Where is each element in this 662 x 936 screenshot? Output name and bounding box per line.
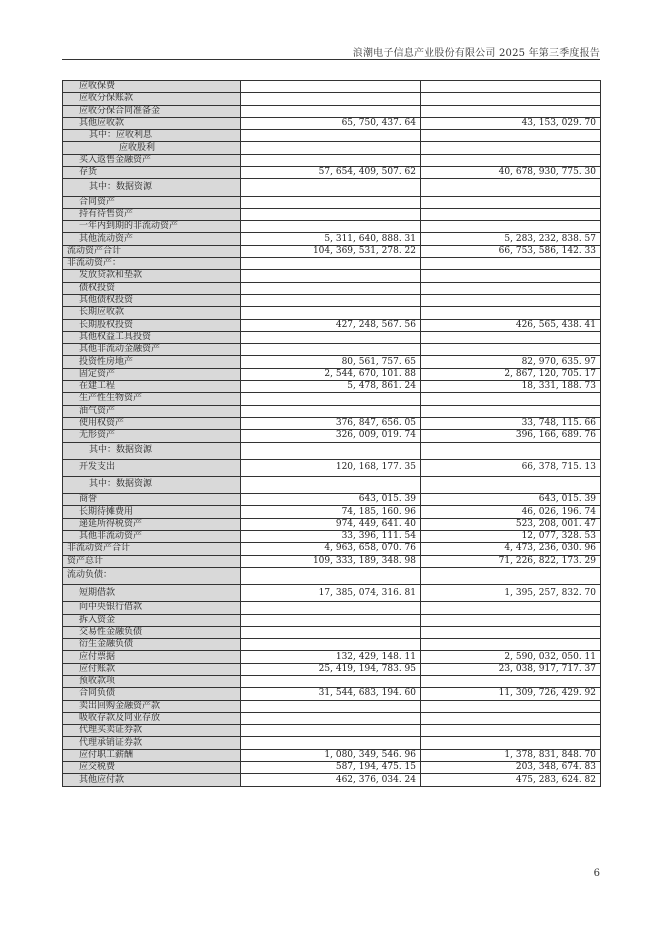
prior-period-value [421, 626, 601, 638]
table-row [63, 506, 601, 518]
current-period-value [241, 725, 421, 737]
prior-period-value: 46, 026, 196. 74 [421, 506, 601, 518]
table-row [63, 639, 601, 651]
table-row [63, 476, 601, 493]
prior-period-value [421, 208, 601, 220]
table-row [63, 221, 601, 233]
row-label: 开发支出 [63, 459, 241, 476]
current-period-value [241, 270, 421, 282]
table-row [63, 93, 601, 105]
prior-period-value [421, 270, 601, 282]
current-period-value [241, 154, 421, 166]
row-label: 递延所得税资产 [63, 518, 241, 530]
table-row [63, 567, 601, 584]
row-label: 油气资产 [63, 405, 241, 417]
current-period-value [241, 442, 421, 459]
table-row [63, 543, 601, 555]
table-row [63, 737, 601, 749]
prior-period-value [421, 737, 601, 749]
row-label: 无形资产 [63, 430, 241, 442]
table-row [63, 258, 601, 270]
row-label: 合同负债 [63, 688, 241, 700]
table-row [63, 307, 601, 319]
row-label: 其中：应收利息 [63, 130, 241, 142]
balance-sheet-table [62, 80, 601, 787]
table-row [63, 518, 601, 530]
table-row [63, 270, 601, 282]
prior-period-value [421, 602, 601, 614]
current-period-value: 587, 194, 475. 15 [241, 762, 421, 774]
header-divider [62, 59, 600, 60]
table-row [63, 614, 601, 626]
row-label: 短期借款 [63, 585, 241, 602]
row-label: 代理买卖证券款 [63, 725, 241, 737]
table-row [63, 154, 601, 166]
row-label: 长期待摊费用 [63, 506, 241, 518]
table-row [63, 233, 601, 245]
prior-period-value: 71, 226, 822, 173. 29 [421, 555, 601, 567]
current-period-value: 33, 396, 111. 54 [241, 530, 421, 542]
row-label: 其他非流动金融资产 [63, 344, 241, 356]
current-period-value [241, 81, 421, 93]
prior-period-value [421, 639, 601, 651]
table-row [63, 663, 601, 675]
row-label: 在建工程 [63, 381, 241, 393]
current-period-value [241, 614, 421, 626]
prior-period-value [421, 676, 601, 688]
table-row [63, 196, 601, 208]
current-period-value: 80, 561, 757. 65 [241, 356, 421, 368]
table-row [63, 725, 601, 737]
current-period-value: 326, 009, 019. 74 [241, 430, 421, 442]
row-label: 应收分保账款 [63, 93, 241, 105]
table-row [63, 368, 601, 380]
prior-period-value: 66, 753, 586, 142. 33 [421, 245, 601, 257]
row-label: 买入返售金融资产 [63, 154, 241, 166]
row-label: 应收股利 [63, 142, 241, 154]
current-period-value [241, 258, 421, 270]
row-label: 流动负债： [63, 567, 241, 584]
row-label: 应收分保合同准备金 [63, 105, 241, 117]
prior-period-value [421, 567, 601, 584]
prior-period-value: 2, 590, 032, 050. 11 [421, 651, 601, 663]
current-period-value: 1, 080, 349, 546. 96 [241, 749, 421, 761]
table-row [63, 105, 601, 117]
row-label: 交易性金融负债 [63, 626, 241, 638]
prior-period-value [421, 331, 601, 343]
prior-period-value [421, 405, 601, 417]
prior-period-value: 82, 970, 635. 97 [421, 356, 601, 368]
prior-period-value [421, 154, 601, 166]
row-label: 其他流动资产 [63, 233, 241, 245]
current-period-value [241, 331, 421, 343]
row-label: 其他权益工具投资 [63, 331, 241, 343]
prior-period-value: 66, 378, 715. 13 [421, 459, 601, 476]
table-row [63, 356, 601, 368]
current-period-value [241, 179, 421, 196]
current-period-value: 120, 168, 177. 35 [241, 459, 421, 476]
table-row [63, 381, 601, 393]
prior-period-value: 426, 565, 438. 41 [421, 319, 601, 331]
prior-period-value [421, 442, 601, 459]
table-row [63, 130, 601, 142]
prior-period-value [421, 258, 601, 270]
table-row [63, 585, 601, 602]
current-period-value [241, 93, 421, 105]
table-row [63, 179, 601, 196]
current-period-value [241, 344, 421, 356]
prior-period-value: 643, 015. 39 [421, 494, 601, 506]
table-row [63, 331, 601, 343]
row-label: 其中：数据资源 [63, 179, 241, 196]
current-period-value: 462, 376, 034. 24 [241, 774, 421, 786]
current-period-value [241, 294, 421, 306]
prior-period-value [421, 282, 601, 294]
prior-period-value [421, 700, 601, 712]
table-row [63, 405, 601, 417]
table-row [63, 530, 601, 542]
table-row [63, 688, 601, 700]
table-row [63, 117, 601, 129]
current-period-value: 427, 248, 567. 56 [241, 319, 421, 331]
row-label: 卖出回购金融资产款 [63, 700, 241, 712]
row-label: 商誉 [63, 494, 241, 506]
row-label: 其中：数据资源 [63, 476, 241, 493]
prior-period-value: 2, 867, 120, 705. 17 [421, 368, 601, 380]
row-label: 非流动资产合计 [63, 543, 241, 555]
row-label: 其他债权投资 [63, 294, 241, 306]
current-period-value: 109, 333, 189, 348. 98 [241, 555, 421, 567]
row-label: 债权投资 [63, 282, 241, 294]
current-period-value: 104, 369, 531, 278. 22 [241, 245, 421, 257]
table-row [63, 712, 601, 724]
prior-period-value: 1, 378, 831, 848. 70 [421, 749, 601, 761]
row-label: 吸收存款及同业存放 [63, 712, 241, 724]
row-label: 应交税费 [63, 762, 241, 774]
current-period-value: 5, 311, 640, 888. 31 [241, 233, 421, 245]
prior-period-value: 5, 283, 232, 838. 57 [421, 233, 601, 245]
prior-period-value: 40, 678, 930, 775. 30 [421, 167, 601, 179]
table-row [63, 762, 601, 774]
row-label: 非流动资产： [63, 258, 241, 270]
prior-period-value [421, 105, 601, 117]
row-label: 应付账款 [63, 663, 241, 675]
current-period-value [241, 105, 421, 117]
row-label: 应付票据 [63, 651, 241, 663]
row-label: 合同资产 [63, 196, 241, 208]
row-label: 衍生金融负债 [63, 639, 241, 651]
current-period-value [241, 307, 421, 319]
current-period-value: 132, 429, 148. 11 [241, 651, 421, 663]
current-period-value: 4, 963, 658, 070. 76 [241, 543, 421, 555]
table-row [63, 430, 601, 442]
prior-period-value [421, 393, 601, 405]
row-label: 使用权资产 [63, 417, 241, 429]
prior-period-value: 23, 038, 917, 717. 37 [421, 663, 601, 675]
prior-period-value [421, 294, 601, 306]
row-label: 其他应收款 [63, 117, 241, 129]
current-period-value [241, 476, 421, 493]
current-period-value: 2, 544, 670, 101. 88 [241, 368, 421, 380]
table-row [63, 245, 601, 257]
row-label: 应付职工薪酬 [63, 749, 241, 761]
prior-period-value [421, 221, 601, 233]
current-period-value [241, 639, 421, 651]
prior-period-value [421, 307, 601, 319]
prior-period-value [421, 476, 601, 493]
current-period-value [241, 282, 421, 294]
table-row [63, 676, 601, 688]
balance-sheet-body [63, 81, 601, 787]
prior-period-value: 475, 283, 624. 82 [421, 774, 601, 786]
row-label: 向中央银行借款 [63, 602, 241, 614]
prior-period-value: 12, 077, 328. 53 [421, 530, 601, 542]
row-label: 流动资产合计 [63, 245, 241, 257]
prior-period-value: 203, 348, 674. 83 [421, 762, 601, 774]
table-row [63, 459, 601, 476]
row-label: 预收款项 [63, 676, 241, 688]
current-period-value [241, 393, 421, 405]
row-label: 发放贷款和垫款 [63, 270, 241, 282]
current-period-value [241, 405, 421, 417]
current-period-value: 376, 847, 656. 05 [241, 417, 421, 429]
table-row [63, 442, 601, 459]
table-row [63, 393, 601, 405]
current-period-value: 65, 750, 437. 64 [241, 117, 421, 129]
prior-period-value: 43, 153, 029. 70 [421, 117, 601, 129]
prior-period-value: 1, 395, 257, 832. 70 [421, 585, 601, 602]
prior-period-value [421, 81, 601, 93]
current-period-value: 643, 015. 39 [241, 494, 421, 506]
prior-period-value: 18, 331, 188. 73 [421, 381, 601, 393]
current-period-value [241, 626, 421, 638]
current-period-value: 57, 654, 409, 507. 62 [241, 167, 421, 179]
current-period-value [241, 221, 421, 233]
row-label: 其他非流动资产 [63, 530, 241, 542]
prior-period-value: 523, 208, 001. 47 [421, 518, 601, 530]
current-period-value [241, 602, 421, 614]
row-label: 拆入资金 [63, 614, 241, 626]
table-row [63, 344, 601, 356]
current-period-value [241, 567, 421, 584]
current-period-value [241, 196, 421, 208]
row-label: 应收保费 [63, 81, 241, 93]
row-label: 生产性生物资产 [63, 393, 241, 405]
table-row [63, 294, 601, 306]
row-label: 长期股权投资 [63, 319, 241, 331]
prior-period-value [421, 93, 601, 105]
prior-period-value [421, 196, 601, 208]
row-label: 其中：数据资源 [63, 442, 241, 459]
report-header-title: 浪潮电子信息产业股份有限公司 2025 年第三季度报告 [352, 48, 600, 59]
row-label: 固定资产 [63, 368, 241, 380]
row-label: 代理承销证券款 [63, 737, 241, 749]
row-label: 投资性房地产 [63, 356, 241, 368]
current-period-value: 17, 385, 074, 316. 81 [241, 585, 421, 602]
table-row [63, 142, 601, 154]
prior-period-value [421, 142, 601, 154]
table-row [63, 774, 601, 786]
prior-period-value: 33, 748, 115. 66 [421, 417, 601, 429]
table-row [63, 167, 601, 179]
prior-period-value [421, 725, 601, 737]
row-label: 长期应收款 [63, 307, 241, 319]
prior-period-value [421, 614, 601, 626]
prior-period-value [421, 344, 601, 356]
current-period-value [241, 700, 421, 712]
prior-period-value [421, 130, 601, 142]
current-period-value [241, 130, 421, 142]
table-row [63, 417, 601, 429]
current-period-value: 31, 544, 683, 194. 60 [241, 688, 421, 700]
row-label: 一年内到期的非流动资产 [63, 221, 241, 233]
row-label: 其他应付款 [63, 774, 241, 786]
current-period-value [241, 676, 421, 688]
table-row [63, 626, 601, 638]
current-period-value: 25, 419, 194, 783. 95 [241, 663, 421, 675]
prior-period-value: 4, 473, 236, 030. 96 [421, 543, 601, 555]
table-row [63, 494, 601, 506]
table-row [63, 749, 601, 761]
table-row [63, 319, 601, 331]
prior-period-value: 396, 166, 689. 76 [421, 430, 601, 442]
row-label: 持有待售资产 [63, 208, 241, 220]
current-period-value: 74, 185, 160. 96 [241, 506, 421, 518]
table-row [63, 555, 601, 567]
prior-period-value: 11, 309, 726, 429. 92 [421, 688, 601, 700]
table-row [63, 81, 601, 93]
table-row [63, 700, 601, 712]
table-row [63, 208, 601, 220]
row-label: 存货 [63, 167, 241, 179]
table-row [63, 282, 601, 294]
current-period-value: 5, 478, 861. 24 [241, 381, 421, 393]
row-label: 资产总计 [63, 555, 241, 567]
table-row [63, 651, 601, 663]
current-period-value [241, 737, 421, 749]
table-row [63, 602, 601, 614]
page-number: 6 [593, 868, 600, 879]
current-period-value [241, 142, 421, 154]
current-period-value [241, 712, 421, 724]
prior-period-value [421, 712, 601, 724]
current-period-value: 974, 449, 641. 40 [241, 518, 421, 530]
current-period-value [241, 208, 421, 220]
prior-period-value [421, 179, 601, 196]
